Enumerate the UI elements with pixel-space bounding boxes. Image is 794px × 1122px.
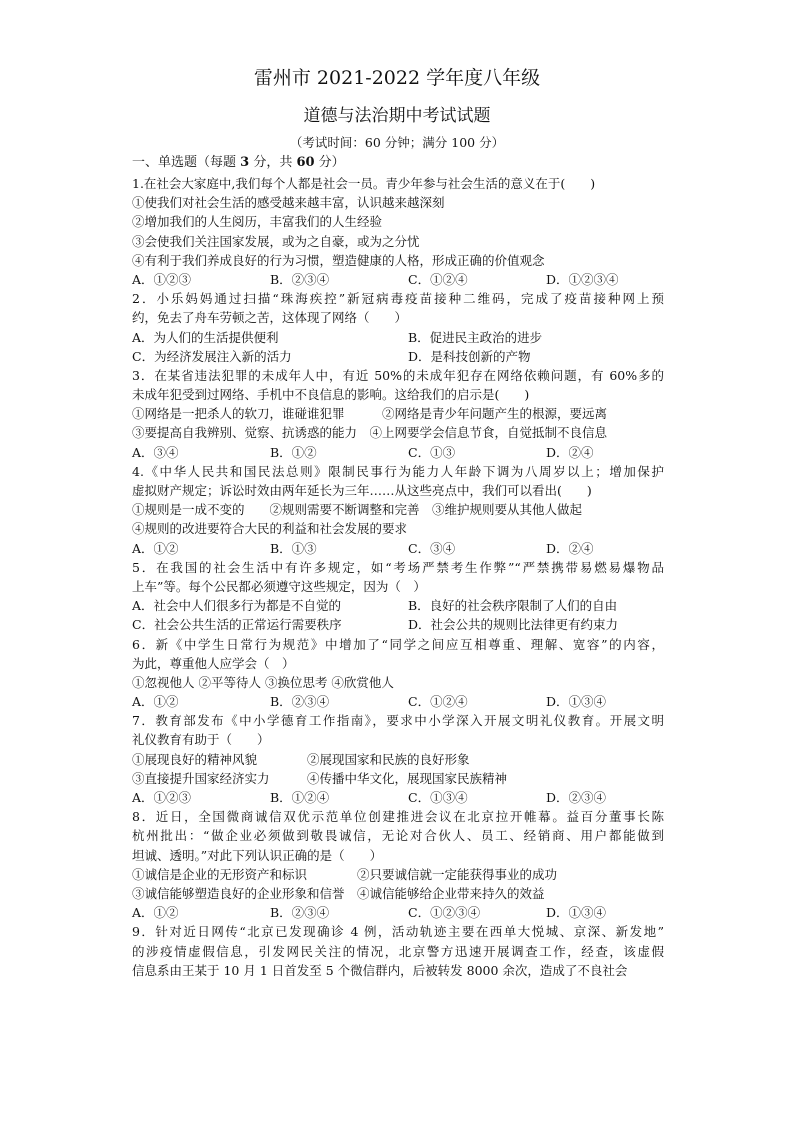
question-stem: 1.在社会大家庭中,我们每个人都是社会一员。青少年参与社会生活的意义在于( ) [132,176,596,191]
answer-option: B．②③④ [270,271,330,287]
answer-option: D．②④ [546,444,594,460]
question-stem: 7．教育部发布《中小学德育工作指南》，要求中小学深入开展文明礼仪教育。开展文明 [132,713,664,729]
question-stem: 坦诚、透明。”对此下列认识正确的是（ ） [132,847,383,863]
answer-option: B．促进民主政治的进步 [408,329,543,345]
question-2 [132,289,664,366]
question-stem: 3．在某省违法犯罪的未成年人中，有近 50%的未成年犯存在网络依赖问题，有 60%多的 [132,367,664,383]
answer-option: A．①②③ [132,271,192,287]
question-stem: 为此，尊重他人应学会（ ） [132,655,295,671]
answer-options [132,692,664,711]
question-statement: ①规则是一成不变的 ②规则需要不断调整和完善 ③维护规则要从其他人做起 [132,502,583,518]
answer-options [132,347,664,366]
answer-option: B．①② [270,444,317,460]
answer-option: D．①③④ [546,694,607,710]
question-statement: ①忽视他人 ②平等待人 ③换位思考 ④欣赏他人 [132,674,394,690]
answer-option: A．社会中人们很多行为都是不自觉的 [132,598,342,614]
question-4 [132,462,664,558]
exam-subtitle: 道德与法治期中考试试题 [303,106,491,126]
answer-option: C．①②③④ [408,905,481,921]
answer-option: B．①②④ [270,790,330,805]
question-statement: ①使我们对社会生活的感受越来越丰富，认识越来越深刻 [132,195,445,211]
answer-option: B．②③④ [270,905,330,921]
question-1 [132,174,664,289]
question-stem: 虚拟财产规定；诉讼时效由两年延长为三年……从这些亮点中，我们可以看出( ) [132,483,592,498]
answer-options [132,788,664,807]
question-statement: ④有利于我们养成良好的行为习惯，塑造健康的人格，形成正确的价值观念 [132,252,545,268]
answer-option: B．②③④ [270,694,330,710]
question-9 [132,922,664,980]
question-statement: ①诚信是企业的无形资产和标识 ②只要诚信就一定能获得事业的成功 [132,866,558,882]
answer-options [132,443,664,462]
question-stem: 未成年犯受到过网络、手机中不良信息的影响。这给我们的启示是( ) [132,387,530,403]
answer-option: B．①③ [270,540,317,556]
question-statement: ①网络是一把杀人的软刀，谁碰谁犯罪 ②网络是青少年问题产生的根源，要远离 [132,406,608,422]
answer-options [132,270,664,289]
answer-option: B．良好的社会秩序限制了人们的自由 [408,598,618,614]
question-statement: ③会使我们关注国家发展，或为之自豪，或为之分忧 [132,233,420,249]
question-list [132,174,664,980]
answer-option: C．①②④ [408,694,468,710]
question-statement: ③直接提升国家经济实力 ④传播中华文化，展现国家民族精神 [132,770,508,786]
answer-options [132,328,664,347]
question-statement: ②增加我们的人生阅历，丰富我们的人生经验 [132,214,383,230]
question-stem: 8．近日，全国微商诚信双优示范单位创建推进会议在北京拉开帷幕。益百分董事长陈 [132,809,664,825]
answer-option: A．①② [132,694,179,710]
question-8 [132,807,664,922]
answer-option: A．①②③ [132,790,192,805]
answer-option: A．为人们的生活提供便利 [132,329,279,345]
section-heading: 一、单选题（每题 3 分，共 60 分） [132,155,345,170]
answer-option: A．①② [132,905,179,921]
answer-option: D．②④ [546,540,594,556]
question-stem: 礼仪教育有助于（ ） [132,732,270,748]
answer-option: C．为经济发展注入新的活力 [132,348,292,364]
question-stem: 5．在我国的社会生活中有许多规定，如“考场严禁考生作弊”“严禁携带易燃易爆物品 [132,559,664,575]
question-statement: ①展现良好的精神风貌 ②展现国家和民族的良好形象 [132,751,470,767]
answer-options [132,903,664,922]
question-stem: 约，免去了舟车劳顿之苦，这体现了网络（ ） [132,310,408,326]
answer-option: D．①②③④ [546,271,619,287]
answer-option: D．①③④ [546,905,607,921]
question-6 [132,635,664,712]
question-statement: ③诚信能够塑造良好的企业形象和信誉 ④诚信能够给企业带来持久的效益 [132,885,545,901]
question-stem: 9．针对近日网传“北京已发现确诊 4 例，活动轨迹主要在西单大悦城、京深、新发地” [132,924,664,940]
answer-option: D．是科技创新的产物 [408,348,531,364]
question-stem: 杭州批出：“做企业必须做到敬畏诚信，无论对合伙人、员工、经销商、用户都能做到 [132,828,664,844]
answer-option: A．①② [132,540,179,556]
question-stem: 6．新《中学生日常行为规范》中增加了“同学之间应互相尊重、理解、宽容”的内容， [132,636,664,652]
question-stem: 4.《中华人民共和国民法总则》限制民事行为能力人年龄下调为八周岁以上；增加保护 [132,463,664,479]
question-3 [132,366,664,462]
exam-info: （考试时间：60 分钟；满分 100 分） [289,135,505,150]
answer-options [132,539,664,558]
question-7 [132,711,664,807]
answer-option: C．③④ [408,540,456,556]
exam-title: 雷州市 2021-2022 学年度八年级 [253,67,541,89]
question-stem: 信息系由王某于 10 月 1 日首发至 5 个微信群内，后被转发 8000 余次，造成了不良社会 [132,962,628,978]
answer-options [132,596,664,615]
question-stem: 2．小乐妈妈通过扫描“珠海疾控”新冠病毒疫苗接种二维码，完成了疫苗接种网上预 [132,291,664,307]
answer-option: D．社会公共的规则比法律更有约束力 [408,617,619,633]
answer-option: C．①③ [408,444,456,460]
answer-option: A．③④ [132,444,179,460]
answer-option: D．②③④ [546,790,607,805]
question-5 [132,558,664,635]
question-statement: ③要提高自我辨别、觉察、抗诱惑的能力 ④上网要学会信息节食，自觉抵制不良信息 [132,425,608,441]
question-stem: 上车”等。每个公民都必须遵守这些规定，因为（ ） [132,578,426,594]
answer-option: C．①③④ [408,790,468,805]
question-statement: ④规则的改进要符合大民的利益和社会发展的要求 [132,521,408,537]
answer-option: C．①②④ [408,271,468,287]
question-stem: 的涉疫情虚假信息，引发网民关注的情况，北京警方迅速开展调查工作，经查，该虚假 [132,943,664,959]
answer-option: C．社会公共生活的正常运行需要秩序 [132,617,342,633]
answer-options [132,615,664,634]
